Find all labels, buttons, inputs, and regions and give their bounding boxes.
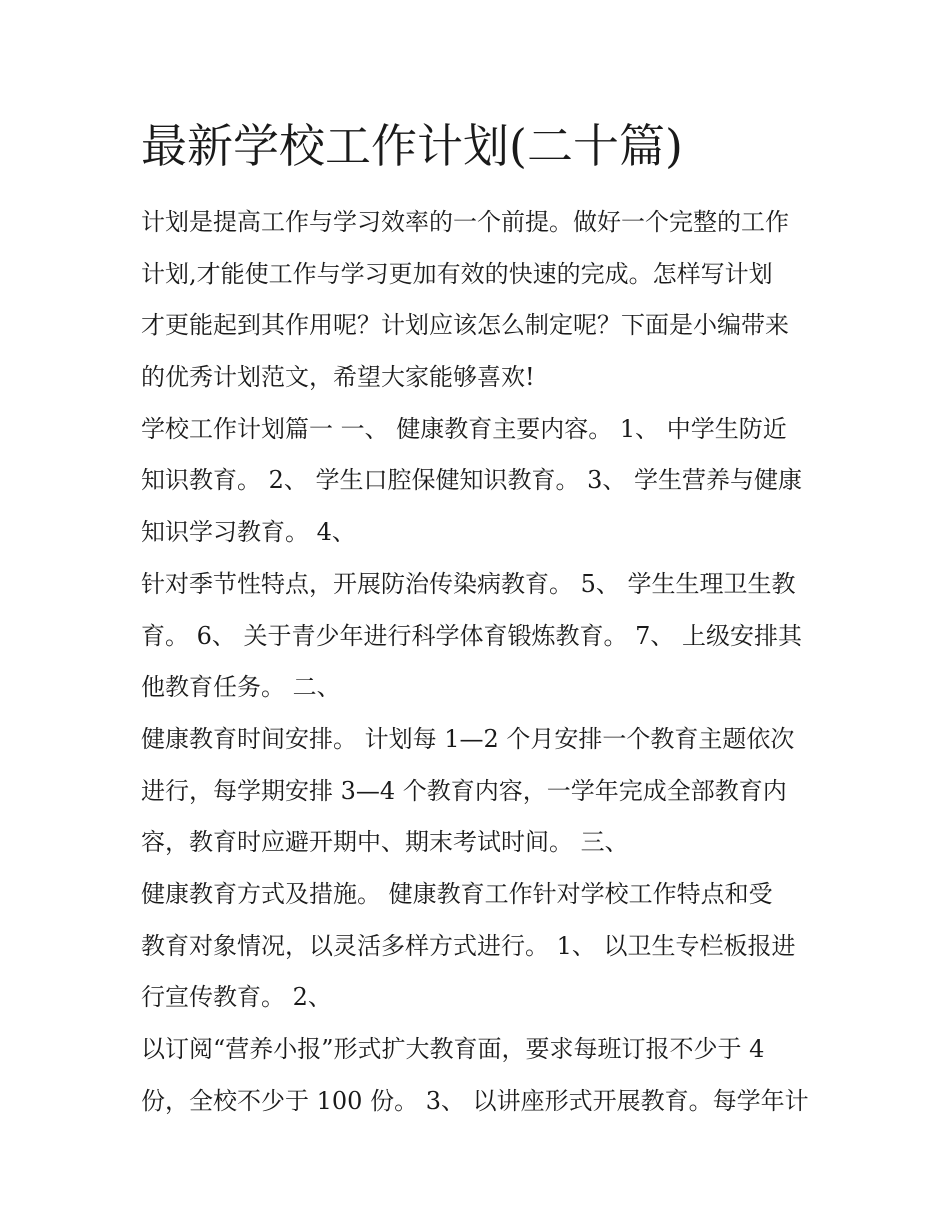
body-line: 份，全校不少于 100 份。 3、 以讲座形式开展教育。每学年计 [141,1086,809,1115]
body-line: 以订阅“营养小报”形式扩大教育面，要求每班订报不少于 4 [141,1035,765,1063]
body-line: 才更能起到其作用呢？计划应该怎么制定呢？下面是小编带来 [141,311,789,340]
body-line: 教育对象情况，以灵活多样方式进行。 1、 以卫生专栏板报进 [141,931,796,960]
body-line: 针对季节性特点，开展防治传染病教育。 5、 学生生理卫生教 [141,569,796,598]
body-line: 进行，每学期安排 3—4 个教育内容，一学年完成全部教育内 [141,776,787,805]
body-line: 学校工作计划篇一 一、 健康教育主要内容。 1、 中学生防近 [141,414,787,443]
body-line: 知识教育。 2、 学生口腔保健知识教育。 3、 学生营养与健康 [141,466,803,495]
body-line: 健康教育方式及措施。 健康教育工作针对学校工作特点和受 [141,879,773,908]
body-line: 计划是提高工作与学习效率的一个前提。做好一个完整的工作 [141,208,789,236]
body-line: 行宣传教育。 2、 [141,983,332,1012]
body-line: 知识学习教育。 4、 [141,518,356,547]
body-line: 计划,才能使工作与学习更加有效的快速的完成。怎样写计划 [141,259,773,288]
body-line: 的优秀计划范文，希望大家能够喜欢! [141,363,535,392]
body-line: 他教育任务。 二、 [141,673,341,702]
body-line: 健康教育时间安排。 计划每 1—2 个月安排一个教育主题依次 [141,724,795,753]
document-body [141,197,821,1127]
document-title: 最新学校工作计划(二十篇) [141,119,683,173]
body-line: 育。 6、 关于青少年进行科学体育锻炼教育。 7、 上级安排其 [141,621,803,650]
body-line: 容，教育时应避开期中、期末考试时间。 三、 [141,828,629,857]
